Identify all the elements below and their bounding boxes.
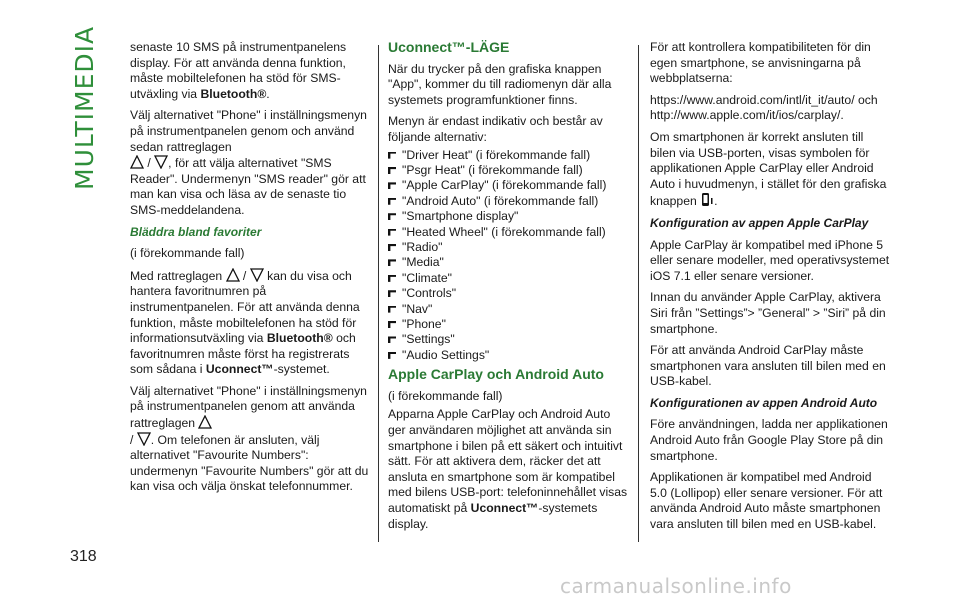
column-divider bbox=[378, 45, 379, 542]
steering-up-icon bbox=[130, 155, 144, 169]
list-item: "Phone" bbox=[388, 317, 628, 332]
list-item: "Smartphone display" bbox=[388, 209, 628, 224]
column-1 bbox=[130, 40, 370, 501]
section-heading: Apple CarPlay och Android Auto bbox=[388, 366, 604, 383]
menu-list bbox=[388, 148, 628, 364]
list-item: "Radio" bbox=[388, 240, 628, 255]
paragraph: Om smartphonen är korrekt ansluten till bilen via USB-porten, visas symbolen för applikationen Apple CarPlay eller Android Auto i huvudmenyn, i stället för den grafiska knappen . bbox=[650, 129, 887, 209]
column-2 bbox=[388, 40, 628, 538]
paragraph: Med rattreglagen / kan du visa och hantera favoritnumren på instrumentpanelen. För att använda denna funktion, måste mobiltelefonen ha stöd för informationsutväxling via Bluetooth® och favoritnumren måste först ha registrerats som sådana i Uconnect™-systemet. bbox=[130, 268, 360, 377]
paragraph: För att kontrollera kompatibiliteten för din egen smartphone, se anvisningarna på webbplatserna: bbox=[650, 40, 871, 86]
steering-up-icon bbox=[226, 268, 240, 282]
paragraph: senaste 10 SMS på instrumentpanelens display. För att använda denna funktion, måste mobiltelefonen ha stöd för SMS-utväxling via Bluetooth®. bbox=[130, 40, 347, 101]
column-divider bbox=[638, 45, 639, 542]
smartphone-app-icon bbox=[700, 192, 714, 208]
paragraph: Välj alternativet "Phone" i inställningsmenyn på instrumentpanelen genom och använd sedan rattreglagen / , för att välja alternativet "SMS Reader". Undermenyn "SMS reader" gör att man kan visa och läsa av de senaste tio SMS-meddelandena. bbox=[130, 108, 367, 217]
list-item: "Media" bbox=[388, 255, 628, 270]
steering-down-icon bbox=[250, 268, 264, 282]
section-heading: Uconnect™-LÄGE bbox=[388, 39, 510, 55]
paragraph: Menyn är endast indikativ och består av följande alternativ: bbox=[388, 114, 603, 144]
paragraph: Innan du använder Apple CarPlay, aktivera Siri från ”Settings”> ”General” > ”Siri” på din smartphone. bbox=[650, 290, 886, 336]
paragraph: Apparna Apple CarPlay och Android Auto ger användaren möjlighet att använda sin smartphone i bilen på ett säkert och intuitivt sätt. För att aktivera dem, räcker det att ansluta en smartphone som är kompatibel med bilens USB-port: telefoninnehållet visas automatiskt på Uconnect™-systemets display. bbox=[388, 407, 628, 531]
list-item: "Climate" bbox=[388, 271, 628, 286]
subheading: Konfiguration av appen Apple CarPlay bbox=[650, 215, 869, 230]
url-paragraph: https://www.android.com/intl/it_it/auto/ och http://www.apple.com/it/ios/carplay/. bbox=[650, 92, 878, 123]
subheading: Konfigurationen av appen Android Auto bbox=[650, 395, 878, 410]
page-number: 318 bbox=[70, 548, 97, 565]
column-3 bbox=[650, 40, 890, 539]
list-item: "Nav" bbox=[388, 302, 628, 317]
list-item: "Psgr Heat" (i förekommande fall) bbox=[388, 163, 628, 178]
subheading: Bläddra bland favoriter bbox=[130, 224, 262, 239]
steering-down-icon bbox=[137, 432, 151, 446]
list-item: "Driver Heat" (i förekommande fall) bbox=[388, 148, 628, 163]
list-item: "Apple CarPlay" (i förekommande fall) bbox=[388, 178, 628, 193]
paragraph: Apple CarPlay är kompatibel med iPhone 5 eller senare modeller, med operativsystemet iOS 7.1 eller senare versioner. bbox=[650, 237, 890, 283]
list-item: "Heated Wheel" (i förekommande fall) bbox=[388, 225, 628, 240]
paragraph: Välj alternativet "Phone" i inställningsmenyn på instrumentpanelen genom att använda rattreglagen / . Om telefonen är ansluten, välj alternativet "Favourite Numbers": undermenyn "Favourite Numbers" gör att du kan visa och välja önskat telefonnummer. bbox=[130, 383, 369, 494]
list-item: "Settings" bbox=[388, 332, 628, 347]
watermark: carmanualsonline.info bbox=[560, 574, 792, 598]
optional-note: (i förekommande fall) bbox=[130, 246, 245, 261]
paragraph: Före användningen, ladda ner applikationen Android Auto från Google Play Store på din smartphone. bbox=[650, 417, 888, 463]
list-item: "Audio Settings" bbox=[388, 348, 628, 363]
list-item: "Controls" bbox=[388, 286, 628, 301]
paragraph: Applikationen är kompatibel med Android 5.0 (Lollipop) eller senare versioner. För att använda Android Auto måste smartphonen vara ansluten till bilen med en USB-kabel. bbox=[650, 470, 883, 532]
steering-up-icon bbox=[198, 415, 212, 429]
list-item: "Android Auto" (i förekommande fall) bbox=[388, 194, 628, 209]
section-label: MULTIMEDIA bbox=[70, 25, 99, 190]
optional-note: (i förekommande fall) bbox=[388, 388, 503, 403]
paragraph: För att använda Android CarPlay måste smartphonen vara ansluten till bilen med en USB-kabel. bbox=[650, 343, 886, 389]
steering-down-icon bbox=[154, 155, 168, 169]
paragraph: När du trycker på den grafiska knappen "App", kommer du till radiomenyn där alla systemets programfunktioner finns. bbox=[388, 61, 612, 107]
